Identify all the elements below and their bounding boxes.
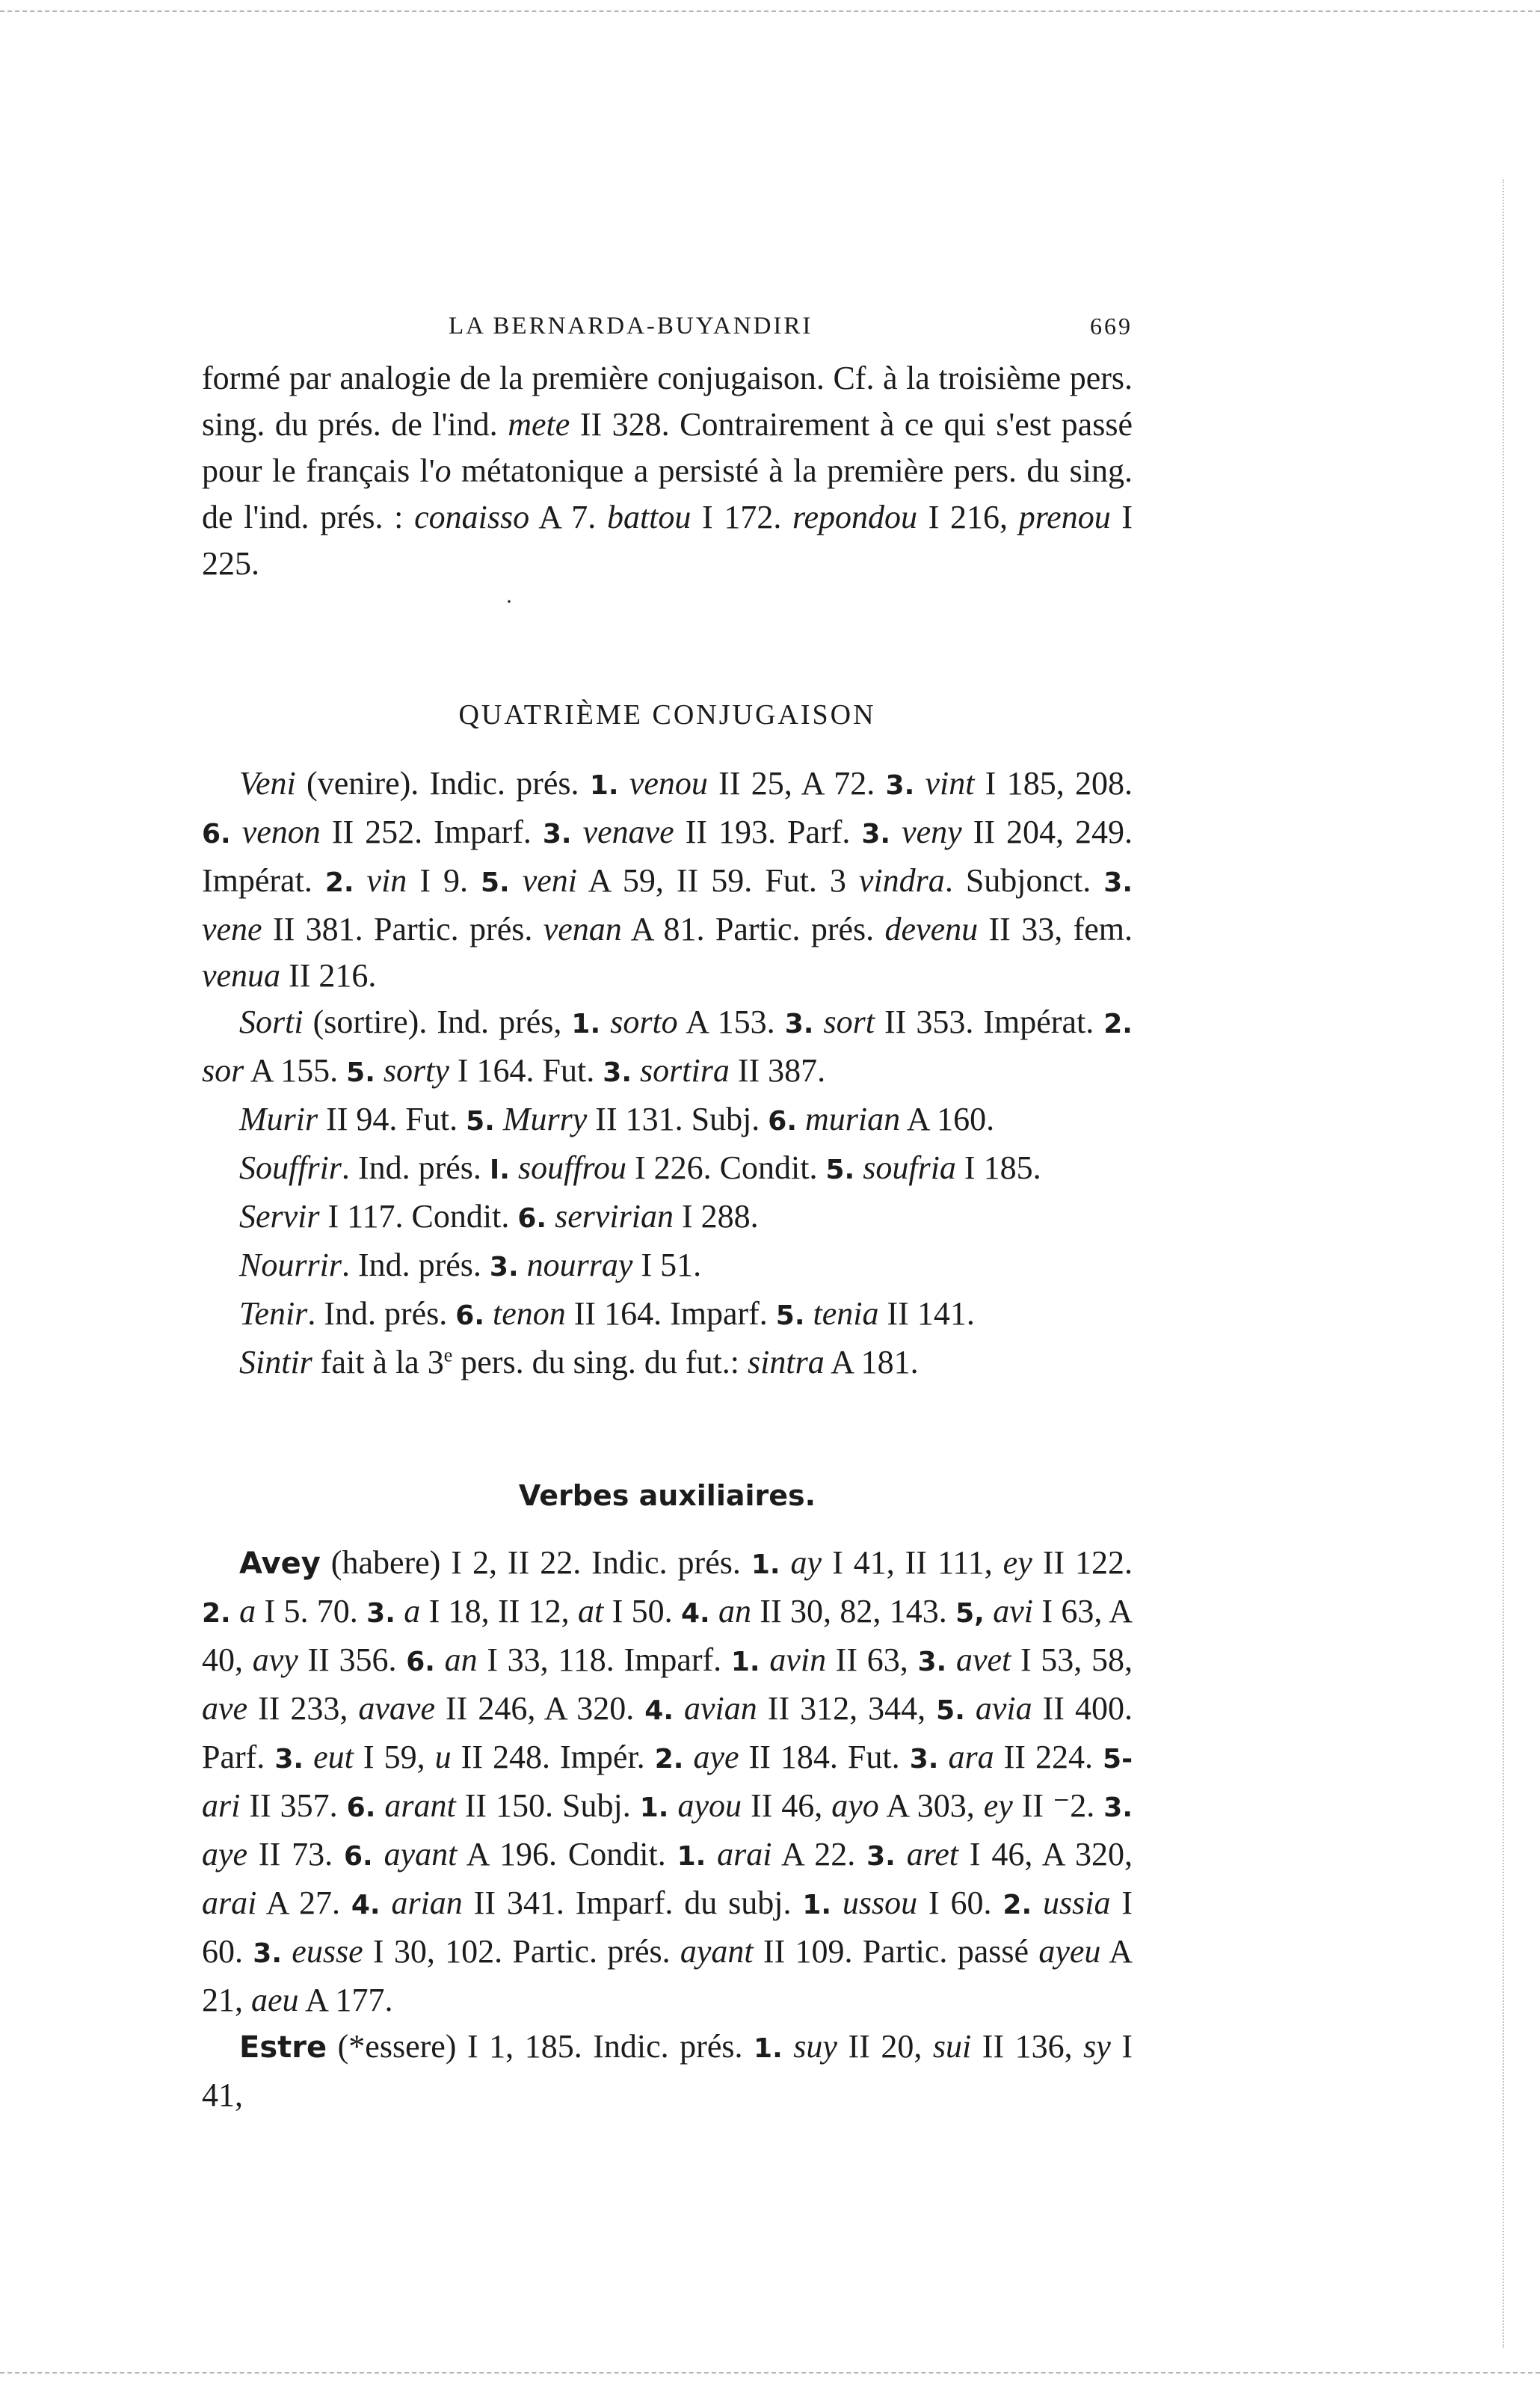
entry-tenir: Tenir. Ind. prés. 6. tenon II 164. Imparf. 5. tenia II 141. bbox=[239, 1295, 975, 1332]
entry-avey: Avey (habere) I 2, II 22. Indic. prés. 1. ay I 41, II 111, ey II 122. 2. a I 5. 70. 3. a I 18, II 12, at I 50. 4. an II 30, 82, 143. 5, avi I 63, A 40, avy II 356. 6. an I 33, 118. Imparf. 1. avin II 63, 3. avet I 53, 58, ave II 233, avave II 246, A 320. 4. avian II 312, 344, 5. avia II 400. Parf. 3. eut I 59, u II 248. Impér. 2. aye II 184. Fut. 3. ara II 224. 5- ari II 357. 6. arant II 150. Subj. 1. ayou II 46, ayo A 303, ey II ⁻2. 3. aye II 73. 6. ayant A 196. Condit. 1. arai A 22. 3. aret I 46, A 320, arai A 27. 4. arian II 341. Imparf. du subj. 1. ussou I 60. 2. ussia I 60. 3. eusse I 30, 102. Partic. prés. ayant II 109. Partic. passé ayeu A 21, aeu A 177. bbox=[202, 1544, 1133, 2018]
entry-servir: Servir I 117. Condit. 6. servirian I 288. bbox=[239, 1198, 759, 1235]
running-title: LA BERNARDA-BUYANDIRI bbox=[449, 313, 813, 340]
section-title: QUATRIÈME CONJUGAISON bbox=[458, 699, 876, 731]
scan-edge-bottom bbox=[0, 2372, 1540, 2374]
entry-murir: Murir II 94. Fut. 5. Murry II 131. Subj. 6. murian A 160. bbox=[239, 1101, 995, 1137]
running-head bbox=[202, 303, 1133, 349]
entry-veni: Veni (venire). Indic. prés. 1. venou II 25, A 72. 3. vint I 185, 208. 6. venon II 252. Imparf. 3. venave II 193. Parf. 3. veny II 204, 249. Impérat. 2. vin I 9. 5. veni A 59, II 59. Fut. 3 vindra. Subjonct. 3. vene II 381. Partic. prés. venan A 81. Partic. prés. devenu II 33, fem. venua II 216. bbox=[202, 765, 1133, 994]
entry-sorti: Sorti (sortire). Ind. prés, 1. sorto A 153. 3. sort II 353. Impérat. 2. sor A 155. 5. sorty I 164. Fut. 3. sortira II 387. bbox=[202, 1004, 1133, 1089]
scan-edge-right bbox=[1503, 179, 1504, 2348]
stray-dot: · bbox=[505, 589, 513, 614]
entry-souffrir: Souffrir. Ind. prés. I. souffrou I 226. Condit. 5. soufria I 185. bbox=[239, 1149, 1041, 1186]
scan-edge-top bbox=[0, 10, 1540, 12]
intro-paragraph: formé par analogie de la première conjugaison. Cf. à la troisième pers. sing. du prés. de l'ind. mete II 328. Contrairement à ce qui s'est passé pour le français l'o métatonique a persisté à la première pers. du sing. de l'ind. prés. : conaisso A 7. battou I 172. repondou I 216, prenou I 225. bbox=[202, 360, 1133, 582]
aux-section-title: Verbes auxiliaires. bbox=[518, 1479, 816, 1512]
book-page bbox=[202, 303, 1133, 2119]
page-number: 669 bbox=[1090, 313, 1133, 340]
entry-nourrir: Nourrir. Ind. prés. 3. nourray I 51. bbox=[239, 1247, 702, 1283]
entry-sintir: Sintir fait à la 3e pers. du sing. du fut.: sintra A 181. bbox=[239, 1344, 919, 1380]
entry-estre: Estre (*essere) I 1, 185. Indic. prés. 1. suy II 20, sui II 136, sy I 41, bbox=[202, 2028, 1133, 2113]
